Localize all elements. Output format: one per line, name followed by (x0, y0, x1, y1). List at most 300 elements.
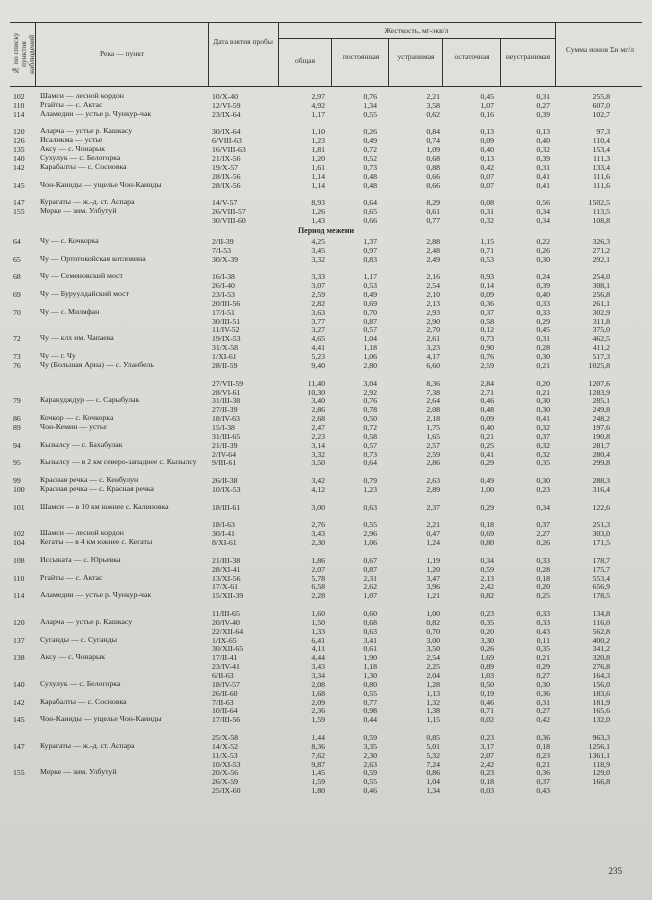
cell-date: 19/X-57 (212, 162, 238, 172)
cell-perm: 0,55 (363, 520, 377, 530)
cell-date: 10/II-64 (212, 706, 238, 716)
cell-res: 2,07 (480, 750, 494, 760)
cell-river: Чу — Буруулдайский мост (40, 289, 130, 299)
cell-perm: 0,76 (363, 396, 377, 406)
cell-perm: 0,80 (363, 679, 377, 689)
cell-rem: 4,17 (426, 352, 440, 362)
cell-perm: 0,65 (363, 207, 377, 217)
table-row (0, 317, 652, 326)
cell-sum: 178,7 (592, 555, 610, 565)
cell-date: 18/I-63 (212, 520, 235, 530)
cell-total: 3,63 (311, 307, 325, 317)
cell-perm: 0,79 (363, 476, 377, 486)
cell-nrem: 0,27 (536, 706, 550, 716)
cell-sum: 181,9 (592, 697, 610, 707)
cell-sum: 963,3 (592, 733, 610, 743)
cell-num: 155 (13, 768, 25, 778)
cell-nrem: 0,30 (536, 476, 550, 486)
cell-nrem: 0,43 (536, 626, 550, 636)
cell-nrem: 0,41 (536, 171, 550, 181)
cell-rem: 2,57 (426, 440, 440, 450)
cell-res: 0,13 (480, 154, 494, 164)
cell-nrem: 0,30 (536, 679, 550, 689)
table-row (0, 423, 652, 432)
cell-perm: 0,55 (363, 777, 377, 787)
cell-date: 10/XI-53 (212, 759, 241, 769)
cell-total: 2,82 (311, 298, 325, 308)
table-row (0, 574, 652, 583)
cell-num: 147 (13, 198, 25, 208)
cell-date: 21/II-39 (212, 440, 238, 450)
cell-num: 155 (13, 207, 25, 217)
cell-res: 0,18 (480, 777, 494, 787)
cell-rem: 2,93 (426, 307, 440, 317)
cell-nrem: 0,42 (536, 715, 550, 725)
cell-river: Шамси — в 10 км южнее с. Калиновка (40, 501, 169, 511)
cell-sum: 156,0 (592, 679, 610, 689)
cell-nrem: 0,21 (536, 653, 550, 663)
cell-nrem: 0,26 (536, 245, 550, 255)
table-row (0, 556, 652, 565)
cell-sum: 255,8 (592, 92, 610, 101)
cell-res: 1,00 (480, 484, 494, 494)
cell-sum: 1283,9 (588, 387, 610, 397)
cell-river: Кызылсу — в 2 км северо-западнее с. Кызылсу (40, 457, 197, 467)
page-number: 235 (608, 866, 622, 876)
cell-river: Курагаты — ж.-д. ст. Аспара (40, 740, 135, 750)
cell-perm: 0,58 (363, 431, 377, 441)
cell-nrem: 0,28 (536, 564, 550, 574)
cell-total: 3,32 (311, 449, 325, 459)
cell-total: 4,25 (311, 236, 325, 246)
cell-nrem: 0,36 (536, 733, 550, 743)
cell-river: Чон-Кемин — устье (40, 421, 107, 431)
table-body (0, 92, 652, 795)
cell-nrem: 0,22 (536, 236, 550, 246)
header-total: общая (294, 56, 316, 65)
table-row (0, 742, 652, 751)
cell-perm: 1,34 (363, 100, 377, 110)
cell-res: 0,25 (480, 440, 494, 450)
cell-date: 18/IV-63 (212, 414, 240, 424)
cell-perm: 1,04 (363, 334, 377, 344)
cell-total: 1,26 (311, 207, 325, 217)
cell-rem: 2,18 (426, 414, 440, 424)
cell-sum: 134,8 (592, 608, 610, 618)
cell-perm: 3,41 (363, 635, 377, 645)
cell-sum: 166,8 (592, 777, 610, 787)
cell-total: 1,50 (311, 617, 325, 627)
cell-river: Шамси — лесной кордон (40, 91, 124, 100)
cell-date: 14/X-52 (212, 741, 238, 751)
cell-nrem: 0,37 (536, 431, 550, 441)
cell-total: 1,80 (311, 786, 325, 796)
cell-sum: 308,1 (592, 281, 610, 291)
cell-nrem: 0,40 (536, 136, 550, 146)
cell-date: 21/IX-56 (212, 154, 241, 164)
cell-sum: 320,8 (592, 653, 610, 663)
cell-num: 142 (13, 697, 25, 707)
cell-nrem: 0,18 (536, 573, 550, 583)
cell-perm: 0,50 (363, 414, 377, 424)
cell-nrem: 0,34 (536, 207, 550, 217)
cell-rem: 1,65 (426, 431, 440, 441)
cell-perm: 0,55 (363, 688, 377, 698)
cell-sum: 316,4 (592, 484, 610, 494)
cell-rem: 6,60 (426, 360, 440, 370)
cell-date: 8/XI-61 (212, 538, 237, 548)
cell-river: Чу — с. Кочкорка (40, 235, 99, 245)
cell-num: 142 (13, 162, 25, 172)
cell-perm: 1,06 (363, 352, 377, 362)
cell-rem: 2,10 (426, 290, 440, 300)
cell-res: 0,71 (480, 245, 494, 255)
cell-date: 28/XI-41 (212, 564, 241, 574)
cell-total: 9,87 (311, 759, 325, 769)
table-row (0, 680, 652, 689)
cell-nrem: 0,33 (536, 608, 550, 618)
table-row (0, 618, 652, 627)
cell-date: 6/II-63 (212, 671, 234, 680)
cell-total: 3,33 (311, 272, 325, 282)
cell-res: 3,17 (480, 741, 494, 751)
cell-nrem: 0,56 (536, 198, 550, 208)
cell-river: Чу — Ортотокойская котловина (40, 253, 146, 263)
cell-res: 0,29 (480, 502, 494, 512)
cell-num: 64 (13, 236, 21, 246)
cell-perm: 0,55 (363, 109, 377, 119)
cell-rem: 2,64 (426, 396, 440, 406)
cell-res: 0,71 (480, 706, 494, 716)
cell-date: 31/III-38 (212, 396, 241, 406)
cell-sum: 165,6 (592, 706, 610, 716)
cell-rem: 2,37 (426, 502, 440, 512)
cell-rem: 2,08 (426, 405, 440, 415)
cell-total: 3,43 (311, 662, 325, 672)
cell-nrem: 0,30 (536, 254, 550, 264)
cell-date: 12/VI-59 (212, 100, 241, 110)
cell-rem: 0,86 (426, 768, 440, 778)
cell-total: 3,00 (311, 502, 325, 512)
cell-perm: 2,62 (363, 582, 377, 592)
cell-rem: 1,09 (426, 145, 440, 155)
cell-total: 10,30 (307, 387, 325, 397)
table-row (0, 237, 652, 246)
table-row (0, 538, 652, 556)
cell-rem: 1,21 (426, 591, 440, 601)
cell-res: 0,09 (480, 136, 494, 146)
cell-total: 1,81 (311, 145, 325, 155)
cell-sum: 280,4 (592, 449, 610, 459)
cell-sum: 178,5 (592, 591, 610, 601)
cell-rem: 0,47 (426, 529, 440, 539)
cell-total: 1,61 (311, 162, 325, 172)
cell-date: 11/IV-52 (212, 325, 240, 335)
table-row (0, 441, 652, 450)
cell-sum: 281,7 (592, 440, 610, 450)
cell-total: 2,76 (311, 520, 325, 530)
cell-perm: 0,67 (363, 555, 377, 565)
cell-date: 20/IV-40 (212, 617, 240, 627)
cell-nrem: 0,33 (536, 555, 550, 565)
table-row (0, 777, 652, 786)
table-section-low-water (0, 237, 652, 795)
cell-res: 0,42 (480, 162, 494, 172)
cell-rem: 8,36 (426, 378, 440, 388)
cell-perm: 0,52 (363, 154, 377, 164)
header-nonremovable: неустранимая (505, 52, 551, 61)
cell-total: 1,59 (311, 715, 325, 725)
cell-rem: 0,82 (426, 617, 440, 627)
cell-nrem: 0,27 (536, 100, 550, 110)
cell-river: Ргайты — с. Актас (40, 572, 103, 582)
cell-nrem: 0,41 (536, 414, 550, 424)
cell-date: 30/I-41 (212, 529, 235, 539)
cell-sum: 292,1 (592, 254, 610, 264)
cell-nrem: 0,31 (536, 334, 550, 344)
cell-num: 147 (13, 741, 25, 751)
cell-sum: 1207,6 (588, 378, 610, 388)
cell-perm: 1,37 (363, 236, 377, 246)
cell-sum: 171,5 (592, 538, 610, 548)
cell-total: 3,07 (311, 281, 325, 291)
cell-perm: 0,77 (363, 697, 377, 707)
cell-sum: 302,9 (592, 307, 610, 317)
cell-date: 17/II-41 (212, 653, 238, 663)
cell-res: 0,69 (480, 529, 494, 539)
table-row (0, 636, 652, 645)
cell-res: 0,23 (480, 768, 494, 778)
cell-rem: 2,70 (426, 325, 440, 335)
cell-rem: 1,19 (426, 555, 440, 565)
cell-perm: 0,98 (363, 706, 377, 716)
cell-total: 2,23 (311, 431, 325, 441)
cell-date: 15/I-38 (212, 422, 235, 432)
cell-nrem: 0,30 (536, 396, 550, 406)
cell-rem: 2,48 (426, 245, 440, 255)
cell-total: 1,43 (311, 216, 325, 226)
cell-res: 0,45 (480, 92, 494, 101)
cell-nrem: 0,43 (536, 786, 550, 796)
cell-perm: 0,87 (363, 316, 377, 326)
cell-res: 0,03 (480, 786, 494, 796)
cell-nrem: 0,11 (536, 635, 550, 645)
cell-rem: 5,01 (426, 741, 440, 751)
cell-perm: 2,30 (363, 750, 377, 760)
cell-res: 0,46 (480, 396, 494, 406)
section-title: Период межени (297, 225, 355, 235)
cell-num: 140 (13, 679, 25, 689)
cell-river: Исаликма — устье (40, 135, 103, 145)
cell-num: 110 (13, 100, 25, 110)
cell-perm: 3,35 (363, 741, 377, 751)
table-row (0, 503, 652, 521)
table-row (0, 698, 652, 707)
cell-rem: 0,84 (426, 127, 440, 137)
cell-sum: 271,2 (592, 245, 610, 255)
cell-date: 30/VIII-60 (212, 216, 246, 226)
cell-res: 0,02 (480, 715, 494, 725)
cell-num: 120 (13, 617, 25, 627)
cell-perm: 3,04 (363, 378, 377, 388)
table-row (0, 653, 652, 662)
cell-river: Красная речка — с. Кенбулун (40, 475, 139, 485)
cell-date: 26/I-40 (212, 281, 235, 291)
cell-res: 2,59 (480, 360, 494, 370)
cell-res: 0,20 (480, 626, 494, 636)
table-row (0, 396, 652, 405)
table-row (0, 591, 652, 609)
cell-sum: 462,5 (592, 334, 610, 344)
cell-res: 0,31 (480, 207, 494, 217)
cell-nrem: 0,40 (536, 290, 550, 300)
cell-perm: 0,57 (363, 440, 377, 450)
cell-date: 19/IX-53 (212, 334, 241, 344)
cell-date: 10/IX-53 (212, 484, 241, 494)
cell-river: Ргайты — с. Актас (40, 99, 103, 109)
cell-sum: 251,3 (592, 520, 610, 530)
cell-nrem: 0,20 (536, 378, 550, 388)
cell-river: Мерке — зим. Улбутуй (40, 767, 117, 777)
header-date: Дата взятия пробы (213, 37, 273, 46)
cell-rem: 2,16 (426, 272, 440, 282)
cell-rem: 2,54 (426, 281, 440, 291)
cell-sum: 110,4 (592, 136, 610, 146)
cell-nrem: 0,23 (536, 750, 550, 760)
table-row (0, 110, 652, 128)
cell-total: 8,93 (311, 198, 325, 208)
cell-rem: 2,54 (426, 653, 440, 663)
cell-perm: 2,31 (363, 573, 377, 583)
cell-total: 3,34 (311, 671, 325, 680)
cell-date: 28/IX-56 (212, 171, 241, 181)
cell-perm: 0,53 (363, 281, 377, 291)
cell-sum: 132,0 (592, 715, 610, 725)
cell-rem: 2,89 (426, 484, 440, 494)
cell-perm: 0,68 (363, 617, 377, 627)
cell-res: 0,36 (480, 298, 494, 308)
cell-perm: 0,48 (363, 171, 377, 181)
cell-total: 2,68 (311, 414, 325, 424)
cell-total: 5,23 (311, 352, 325, 362)
cell-res: 0,34 (480, 555, 494, 565)
cell-sum: 197,6 (592, 422, 610, 432)
table-row (0, 308, 652, 317)
cell-rem: 3,47 (426, 573, 440, 583)
cell-total: 1,45 (311, 768, 325, 778)
cell-rem: 1,15 (426, 715, 440, 725)
cell-nrem: 0,31 (536, 697, 550, 707)
cell-total: 1,44 (311, 733, 325, 743)
cell-res: 0,09 (480, 414, 494, 424)
cell-rem: 2,21 (426, 92, 440, 101)
cell-rem: 1,34 (426, 786, 440, 796)
cell-river: Карабалты — с. Сосновка (40, 161, 127, 171)
cell-total: 1,59 (311, 777, 325, 787)
cell-rem: 0,70 (426, 626, 440, 636)
cell-rem: 0,66 (426, 171, 440, 181)
cell-res: 0,13 (480, 127, 494, 137)
cell-perm: 0,73 (363, 162, 377, 172)
cell-num: 101 (13, 502, 25, 512)
cell-date: 11/X-53 (212, 750, 238, 760)
cell-total: 7,62 (311, 750, 325, 760)
cell-rem: 5,32 (426, 750, 440, 760)
cell-river: Сухулук — с. Белогорка (40, 678, 121, 688)
cell-sum: 303,0 (592, 529, 610, 539)
cell-res: 0,53 (480, 254, 494, 264)
cell-total: 3,42 (311, 476, 325, 486)
cell-date: 28/VI-61 (212, 387, 241, 397)
cell-date: 17/X-61 (212, 582, 238, 592)
cell-nrem: 0,28 (536, 343, 550, 353)
cell-nrem: 0,36 (536, 768, 550, 778)
cell-date: 2/IV-64 (212, 449, 236, 459)
cell-sum: 607,0 (592, 100, 610, 110)
header-removable: устранимая (397, 52, 435, 61)
cell-res: 0,76 (480, 352, 494, 362)
cell-nrem: 0,21 (536, 759, 550, 769)
table-row (0, 715, 652, 733)
cell-rem: 3,96 (426, 582, 440, 592)
cell-date: 7/II-63 (212, 697, 234, 707)
cell-res: 0,49 (480, 476, 494, 486)
cell-river: Кегаты — в 4 км южнее с. Кегаты (40, 537, 153, 547)
table-section-top (0, 92, 652, 225)
cell-total: 1,86 (311, 555, 325, 565)
cell-date: 25/IX-60 (212, 786, 241, 796)
cell-date: 10/X-40 (212, 92, 238, 101)
cell-perm: 0,83 (363, 254, 377, 264)
cell-date: 23/I-53 (212, 290, 235, 300)
cell-date: 30/X-39 (212, 254, 238, 264)
cell-perm: 0,60 (363, 608, 377, 618)
cell-res: 1,69 (480, 653, 494, 663)
cell-rem: 3,50 (426, 644, 440, 654)
cell-river: Чон-Каинды — ущелье Чон-Каинды (40, 179, 162, 189)
cell-nrem: 0,32 (536, 422, 550, 432)
cell-total: 3,43 (311, 529, 325, 539)
cell-river: Чу — клх им. Чапаева (40, 333, 114, 343)
cell-res: 0,14 (480, 281, 494, 291)
cell-perm: 0,69 (363, 298, 377, 308)
cell-res: 0,40 (480, 422, 494, 432)
cell-river: Чу (Большая Арна) — с. Уланбель (40, 359, 154, 369)
cell-total: 1,14 (311, 180, 325, 190)
cell-sum: 108,8 (592, 216, 610, 226)
header-num: № по списку пунктов наблюдений (11, 32, 36, 76)
cell-date: 17/III-56 (212, 715, 241, 725)
cell-sum: 183,6 (592, 688, 610, 698)
cell-perm: 0,64 (363, 458, 377, 468)
cell-date: 21/III-38 (212, 555, 241, 565)
cell-total: 3,27 (311, 325, 325, 335)
cell-nrem: 0,30 (536, 352, 550, 362)
cell-river: Шамси — лесной кордон (40, 528, 124, 538)
cell-nrem: 2,27 (536, 529, 550, 539)
cell-river: Карабалты — с. Сосновка (40, 696, 127, 706)
cell-sum: 341,2 (592, 644, 610, 654)
cell-sum: 276,8 (592, 662, 610, 672)
cell-perm: 0,59 (363, 733, 377, 743)
cell-rem: 0,77 (426, 216, 440, 226)
cell-river: Курагаты — ж.-д. ст. Аспара (40, 197, 135, 207)
cell-date: 16/I-38 (212, 272, 235, 282)
cell-nrem: 0,20 (536, 582, 550, 592)
cell-res: 0,35 (480, 617, 494, 627)
cell-sum: 111,3 (593, 154, 610, 164)
cell-res: 1,15 (480, 236, 494, 246)
